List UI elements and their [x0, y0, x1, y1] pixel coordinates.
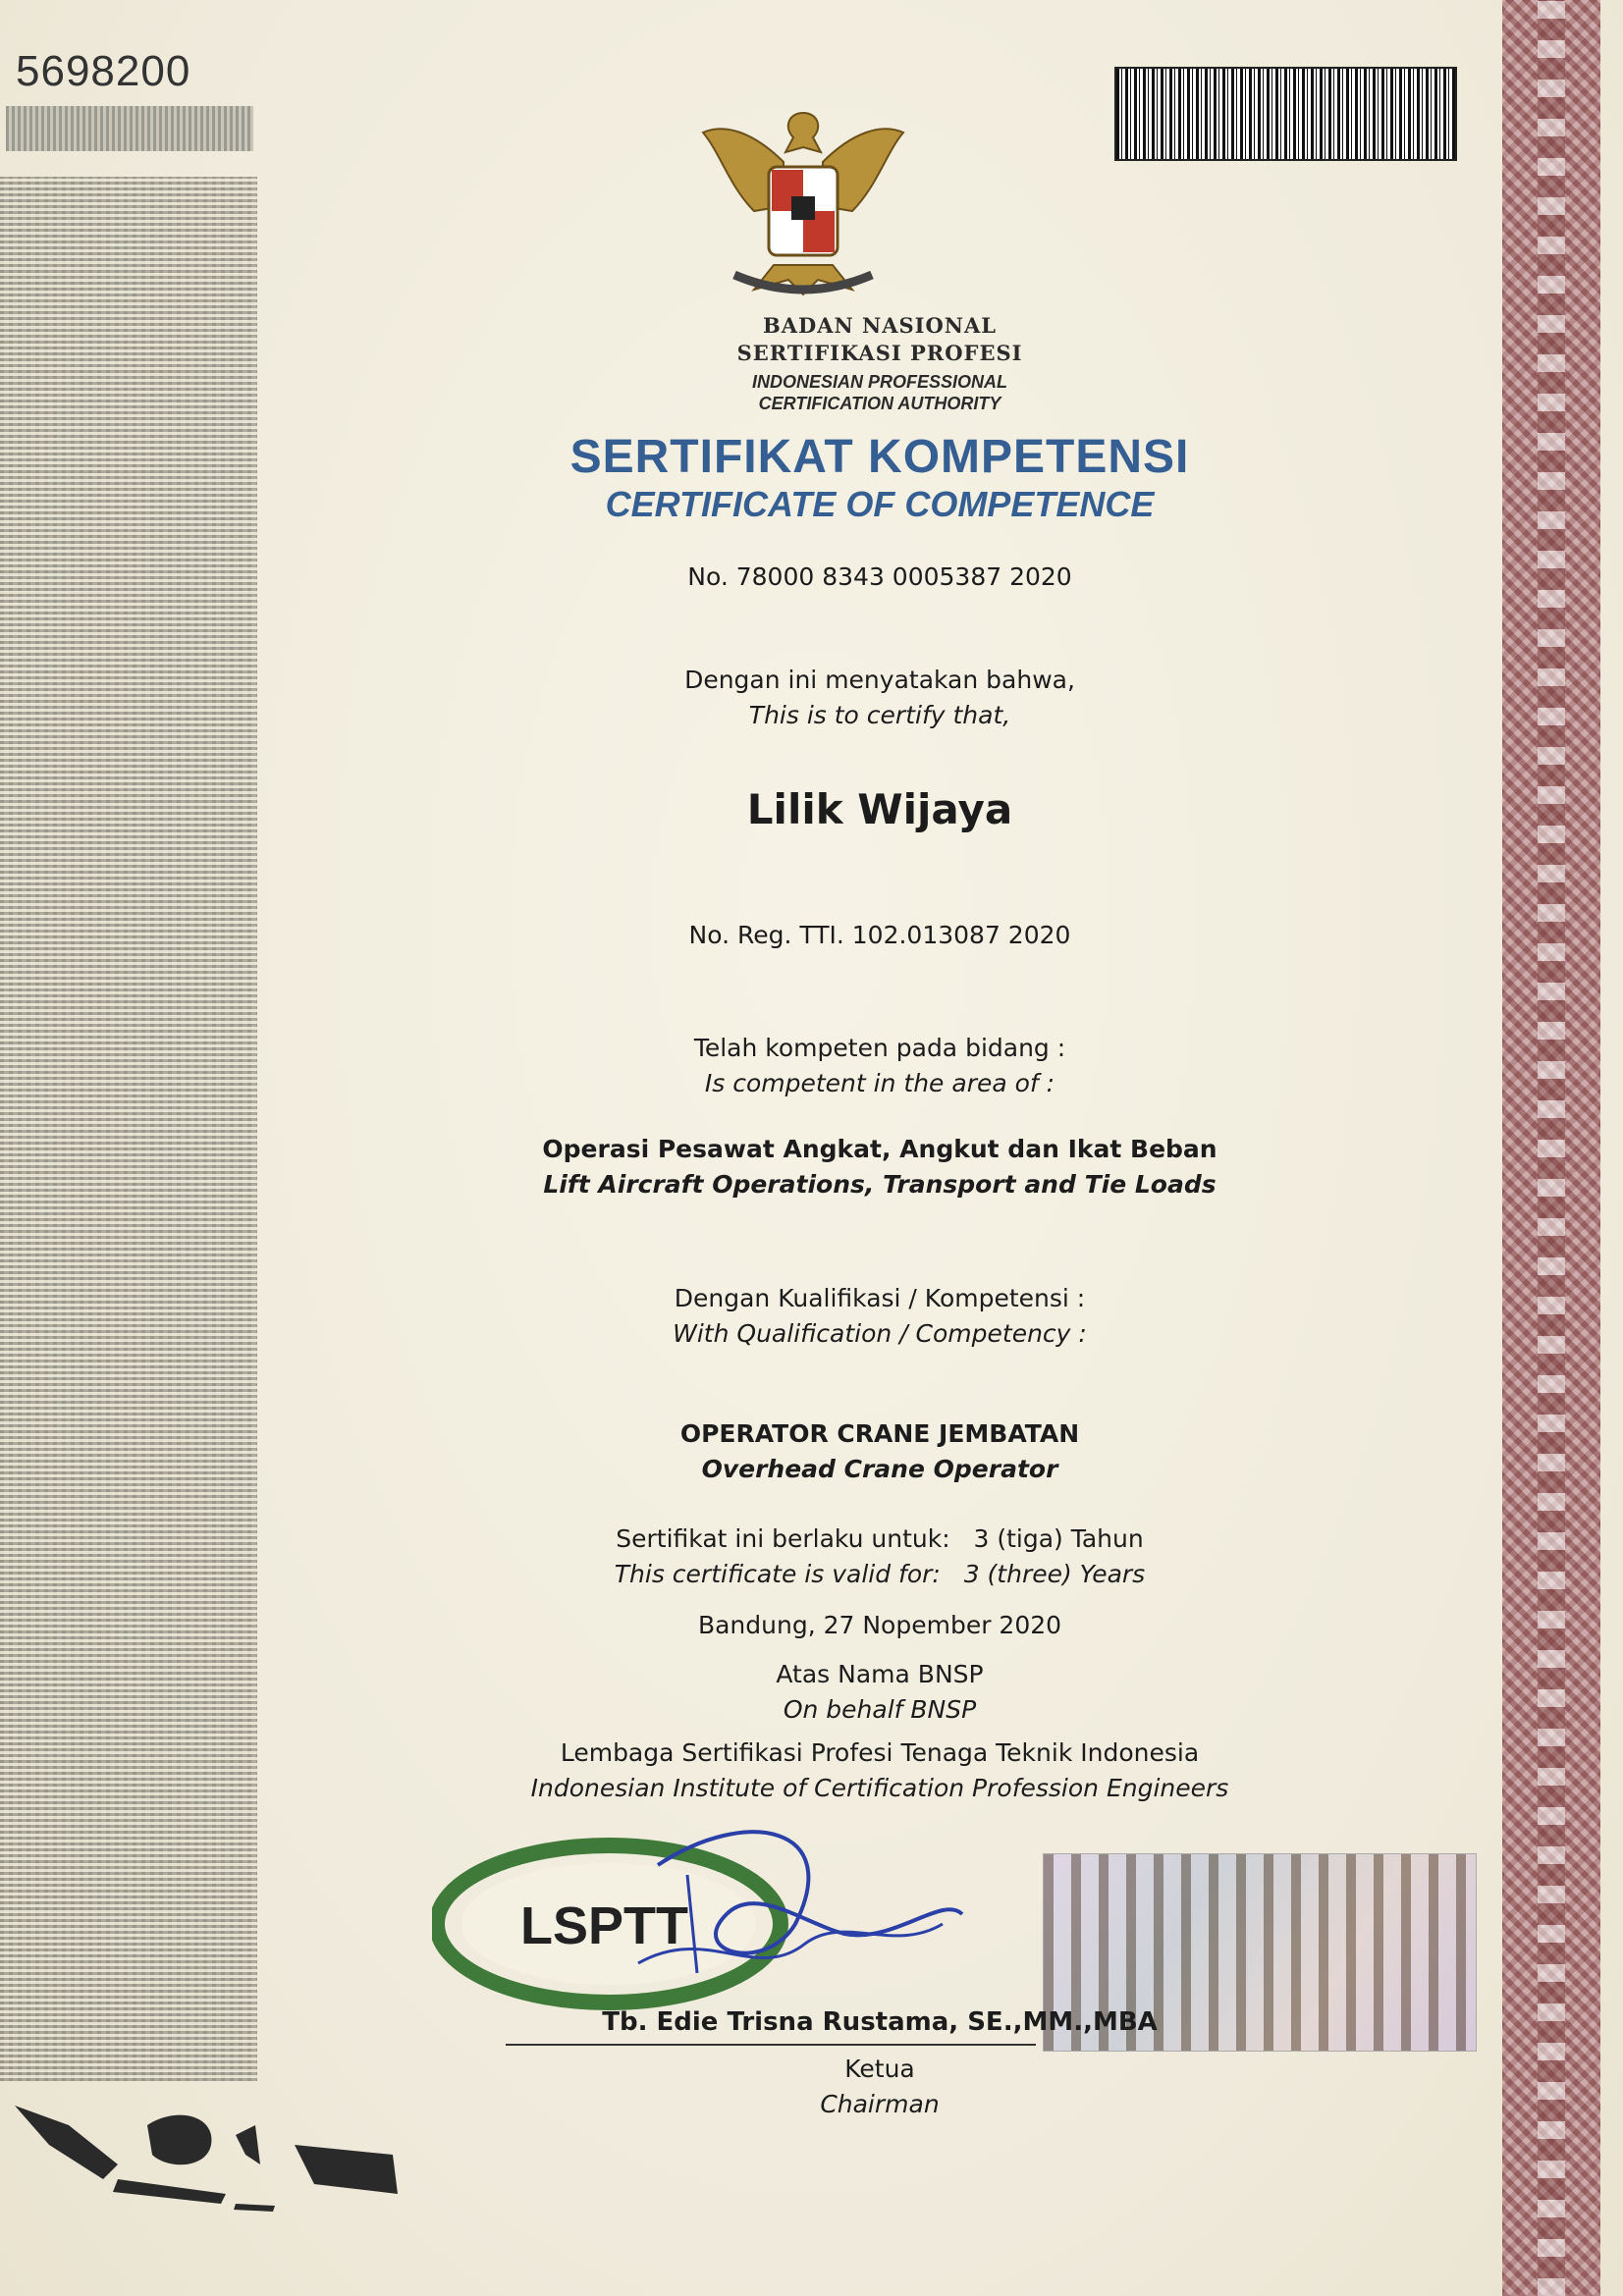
- qualification-en: Overhead Crane Operator: [701, 1455, 1058, 1483]
- place-date: Bandung, 27 Nopember 2020: [697, 1611, 1062, 1639]
- issuer-name-id-2: SERTIFIKASI PROFESI: [736, 341, 1023, 365]
- competent-area-label-id: Telah kompeten pada bidang :: [693, 1034, 1066, 1062]
- lsptt-stamp-and-signature: [432, 1806, 982, 2012]
- barcode: [1114, 67, 1457, 161]
- on-behalf-id: Atas Nama BNSP: [776, 1660, 984, 1688]
- signatory-name: Tb. Edie Trisna Rustama, SE.,MM.,MBA: [602, 2007, 1158, 2037]
- certificate-subtitle: CERTIFICATE OF COMPETENCE: [605, 484, 1155, 524]
- decorative-border: [1502, 0, 1600, 2296]
- serial-security-bar: [6, 106, 253, 151]
- certificate-number: No. 78000 8343 0005387 2020: [687, 562, 1072, 591]
- certify-statement-en: This is to certify that,: [748, 701, 1011, 729]
- holder-name: Lilik Wijaya: [746, 785, 1013, 833]
- validity-value-en: 3 (three) Years: [963, 1560, 1146, 1588]
- signatory-role-en: Chairman: [820, 2090, 940, 2118]
- signatory-role-id: Ketua: [844, 2055, 915, 2083]
- validity-label-id: Sertifikat ini berlaku untuk:: [616, 1524, 950, 1553]
- certificate-title: SERTIFIKAT KOMPETENSI: [569, 431, 1190, 483]
- signature-line: [506, 2044, 1036, 2046]
- validity-label-en: This certificate is valid for:: [614, 1560, 941, 1588]
- qualification-id: OPERATOR CRANE JEMBATAN: [679, 1419, 1080, 1448]
- validity-value-id: 3 (tiga) Tahun: [973, 1524, 1144, 1553]
- issuer-name-en-2: CERTIFICATION AUTHORITY: [758, 394, 1001, 413]
- qualification-label-en: With Qualification / Competency :: [673, 1319, 1087, 1348]
- validity-en: [257, 1557, 1502, 1592]
- qualification-label-id: Dengan Kualifikasi / Kompetensi :: [674, 1284, 1086, 1312]
- on-behalf-en: On behalf BNSP: [783, 1695, 977, 1724]
- validity-id: [257, 1522, 1502, 1557]
- indonesia-map-icon: [10, 2086, 403, 2233]
- garuda-pancasila-icon: [695, 93, 911, 309]
- issuer-name-id-1: BADAN NASIONAL: [762, 313, 998, 338]
- registration-number: No. Reg. TTI. 102.013087 2020: [688, 921, 1071, 949]
- certify-statement-id: Dengan ini menyatakan bahwa,: [684, 666, 1075, 694]
- competent-area-label-en: Is competent in the area of :: [704, 1069, 1055, 1097]
- competent-area-en: Lift Aircraft Operations, Transport and Tie Loads: [543, 1170, 1217, 1199]
- institute-name-id: Lembaga Sertifikasi Profesi Tenaga Teknik Indonesia: [560, 1738, 1200, 1767]
- issuer-name-en-1: INDONESIAN PROFESSIONAL: [751, 372, 1008, 392]
- competent-area-id: Operasi Pesawat Angkat, Angkut dan Ikat Beban: [542, 1135, 1217, 1163]
- stamp-logo-text: LSPTT: [520, 1896, 688, 1955]
- security-pattern-strip: [0, 177, 257, 2081]
- serial-number: 5698200: [16, 47, 191, 95]
- institute-name-en: Indonesian Institute of Certification Profession Engineers: [530, 1774, 1229, 1802]
